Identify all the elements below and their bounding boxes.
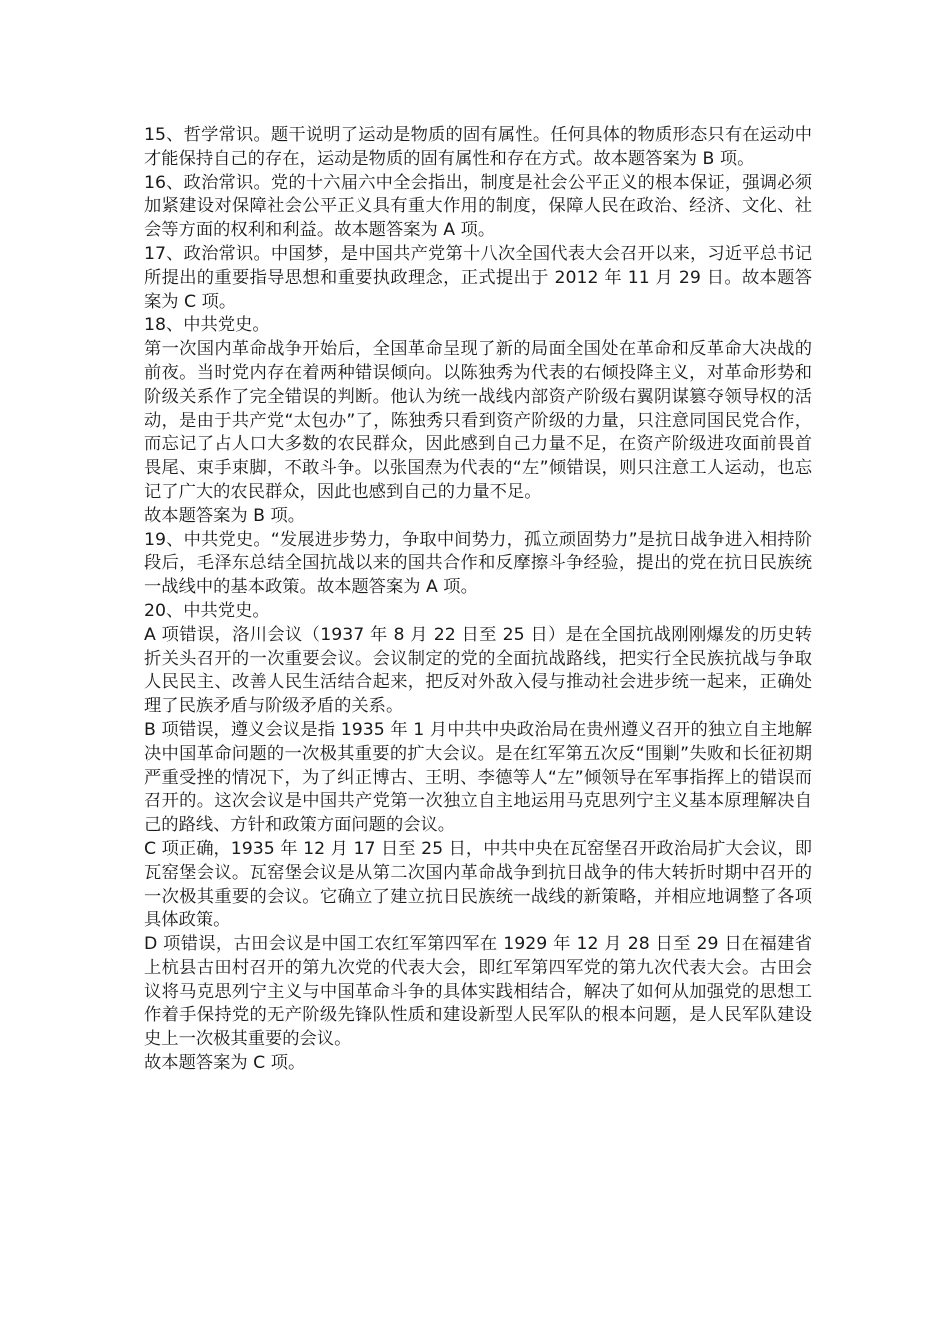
document-body (144, 124, 812, 1076)
answer-17-paragraph: 17、政治常识。中国梦，是中国共产党第十八次全国代表大会召开以来，习近平总书记所提出的重要指导思想和重要执政理念，正式提出于 2012 年 11 月 29 日。故本题答案为 C 项。 (144, 243, 812, 312)
answer-20-conclusion: 故本题答案为 C 项。 (144, 1053, 306, 1074)
answer-20-option-b: B 项错误，遵义会议是指 1935 年 1 月中共中央政治局在贵州遵义召开的独立自主地解决中国革命问题的一次极其重要的扩大会议。是在红军第五次反“围剿”失败和长征初期严重受挫的情况下，为了纠正博古、王明、李德等人“左”倾领导在军事指挥上的错误而召开的。这次会议是中国共产党第一次独立自主地运用马克思列宁主义基本原理解决自己的路线、方针和政策方面问题的会议。 (144, 719, 812, 836)
answer-18-explanation: 第一次国内革命战争开始后，全国革命呈现了新的局面全国处在革命和反革命大决战的前夜。当时党内存在着两种错误倾向。以陈独秀为代表的右倾投降主义，对革命形势和阶级关系作了完全错误的判断。他认为统一战线内部资产阶级右翼阴谋篡夺领导权的活动，是由于共产党“太包办”了，陈独秀只看到资产阶级的力量，只注意同国民党合作，而忘记了占人口大多数的农民群众，因此感到自己力量不足，在资产阶级进攻面前畏首畏尾、束手束脚，不敢斗争。以张国焘为代表的“左”倾错误，则只注意工人运动，也忘记了广大的农民群众，因此也感到自己的力量不足。 (144, 339, 812, 502)
answer-15-paragraph: 15、哲学常识。题干说明了运动是物质的固有属性。任何具体的物质形态只有在运动中才能保持自己的存在，运动是物质的固有属性和存在方式。故本题答案为 B 项。 (144, 125, 812, 169)
answer-20-heading: 20、中共党史。 (144, 600, 270, 621)
answer-18-conclusion: 故本题答案为 B 项。 (144, 505, 306, 526)
answer-20-option-a: A 项错误，洛川会议（1937 年 8 月 22 日至 25 日）是在全国抗战刚刚爆发的历史转折关头召开的一次重要会议。会议制定的党的全面抗战路线，把实行全民族抗战与争取人民民主、改善人民生活结合起来，把反对外敌入侵与推动社会进步统一起来，正确处理了民族矛盾与阶级矛盾的关系。 (144, 624, 812, 717)
answer-20-option-c: C 项正确，1935 年 12 月 17 日至 25 日，中共中央在瓦窑堡召开政治局扩大会议，即瓦窑堡会议。瓦窑堡会议是从第二次国内革命战争到抗日战争的伟大转折时期中召开的一次极其重要的会议。它确立了建立抗日民族统一战线的新策略，并相应地调整了各项具体政策。 (144, 838, 812, 931)
answer-18-heading: 18、中共党史。 (144, 315, 270, 336)
answer-19-paragraph: 19、中共党史。“发展进步势力，争取中间势力，孤立顽固势力”是抗日战争进入相持阶段后，毛泽东总结全国抗战以来的国共合作和反摩擦斗争经验，提出的党在抗日民族统一战线中的基本政策。故本题答案为 A 项。 (144, 529, 812, 598)
answer-20-option-d: D 项错误，古田会议是中国工农红军第四军在 1929 年 12 月 28 日至 29 日在福建省上杭县古田村召开的第九次党的代表大会，即红军第四军党的第九次代表大会。古田会议将马克思列宁主义与中国革命斗争的具体实践相结合，解决了如何从加强党的思想工作着手保持党的无产阶级先锋队性质和建设新型人民军队的根本问题，是人民军队建设史上一次极其重要的会议。 (144, 934, 812, 1050)
answer-16-paragraph: 16、政治常识。党的十六届六中全会指出，制度是社会公平正义的根本保证，强调必须加紧建设对保障社会公平正义具有重大作用的制度，保障人民在政治、经济、文化、社会等方面的权利和利益。故本题答案为 A 项。 (144, 172, 812, 241)
